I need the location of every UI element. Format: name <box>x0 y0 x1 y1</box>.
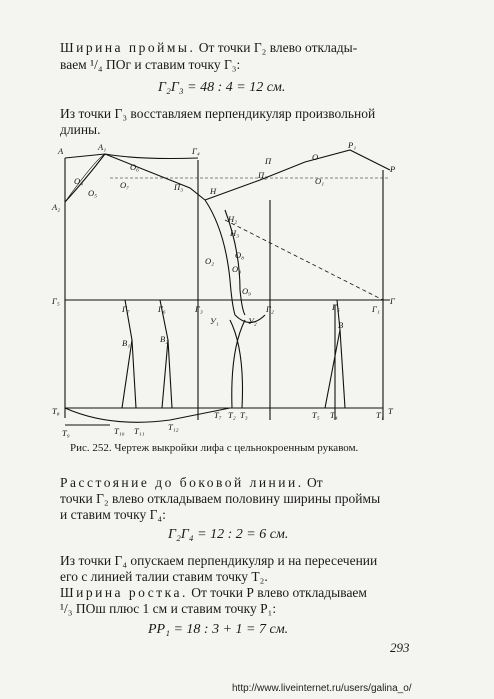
para-neck-line2: ¹/₃ ПОш плюс 1 см и ставим точку Р₁: <box>60 601 277 616</box>
pattern-drawing <box>50 140 410 440</box>
label-a2: А₂ <box>52 202 61 212</box>
label-r: Р <box>390 164 396 174</box>
label-t2: Т₂ <box>228 410 236 420</box>
para-perpendicular-line2: длины. <box>60 122 101 137</box>
label-y1: У₁ <box>210 316 219 326</box>
formula-g2g4: Г₂Г₄ = 12 : 2 = 6 см. <box>168 527 289 542</box>
para-armhole-line1: Ширина проймы. От точки Г₂ влево отклады- <box>60 40 358 55</box>
label-g3: Г₃ <box>195 304 203 314</box>
label-h2: Н₂ <box>228 214 238 224</box>
label-t3: Т₃ <box>240 410 248 420</box>
label-o6: О₆ <box>130 162 140 172</box>
term-neck: Ширина ростка. <box>60 585 188 600</box>
term-armhole: Ширина проймы. <box>60 40 196 55</box>
label-o4: О₄ <box>74 176 84 186</box>
label-o9: О₉ <box>242 286 252 296</box>
label-r1: Р₁ <box>348 140 357 150</box>
label-o8: О₈ <box>235 250 245 260</box>
para-side-line3: и ставим точку Г₄: <box>60 507 166 522</box>
para-neck-line1: Ширина ростка. От точки Р влево откладываем <box>60 585 367 600</box>
label-o: О <box>312 152 319 162</box>
label-y2: У₂ <box>248 316 257 326</box>
label-t1: Т₁ <box>376 410 384 420</box>
para-perpendicular-line1: Из точки Г₃ восставляем перпендикуляр произвольной <box>60 106 376 121</box>
label-t11: Т₁₁ <box>134 426 145 436</box>
formula-pp1: РР₁ = 18 : 3 + 1 = 7 см. <box>148 622 289 637</box>
label-t7: Т₇ <box>214 410 222 420</box>
label-t: Т <box>388 406 393 416</box>
label-o7: О₇ <box>120 180 130 190</box>
label-t9: Т₉ <box>62 428 70 438</box>
label-t5: Т₅ <box>312 410 320 420</box>
para-side-line1: Расстояние до боковой линии. От <box>60 475 323 490</box>
label-g: Г <box>390 296 395 306</box>
label-o5: О₅ <box>88 188 98 198</box>
label-o1: О₁ <box>315 176 325 186</box>
label-p3: П₃ <box>174 182 184 192</box>
label-g1: Г₁ <box>372 304 380 314</box>
label-o2: О₂ <box>205 256 215 266</box>
label-h3: Н₃ <box>230 228 240 238</box>
label-b: В <box>338 320 344 330</box>
label-a1: А₁ <box>98 142 107 152</box>
label-b2: В₂ <box>160 334 169 344</box>
label-a: А <box>58 146 64 156</box>
para-side-line2: точки Г₂ влево откладываем половину ширины проймы <box>60 491 381 506</box>
label-p: П <box>265 156 272 166</box>
formula-g2g3: Г₂Г₃ = 48 : 4 = 12 см. <box>158 80 286 95</box>
page-number: 293 <box>390 640 410 655</box>
label-t10: Т₁₀ <box>114 426 125 436</box>
para-armhole-line2: ваем ¹/₄ ПОг и ставим точку Г₃: <box>60 57 241 72</box>
label-t8: Т₈ <box>52 406 60 416</box>
label-t12: Т₁₂ <box>168 422 179 432</box>
label-t4: Т₄ <box>330 410 338 420</box>
label-g6: Г₆ <box>158 304 166 314</box>
label-g5b: Г₅ <box>332 302 340 312</box>
term-side: Расстояние до боковой линии. <box>60 475 304 490</box>
label-g2: Г₂ <box>266 304 274 314</box>
label-p2: П₂ <box>258 170 268 180</box>
label-b1: В₁ <box>122 338 131 348</box>
figure-caption: Рис. 252. Чертеж выкройки лифа с цельнокроенным рукавом. <box>70 442 359 454</box>
para-drop-line1: Из точки Г₄ опускаем перпендикуляр и на пересечении <box>60 553 378 568</box>
label-g7: Г₇ <box>122 304 130 314</box>
para-drop-line2: его с линией талии ставим точку Т₂. <box>60 569 268 584</box>
label-h: Н <box>210 186 217 196</box>
label-a4: Г₄ <box>192 146 200 156</box>
label-g5: Г₅ <box>52 296 60 306</box>
source-url: http://www.liveinternet.ru/users/galina_o/ <box>232 683 412 694</box>
label-o3: О₃ <box>232 264 242 274</box>
